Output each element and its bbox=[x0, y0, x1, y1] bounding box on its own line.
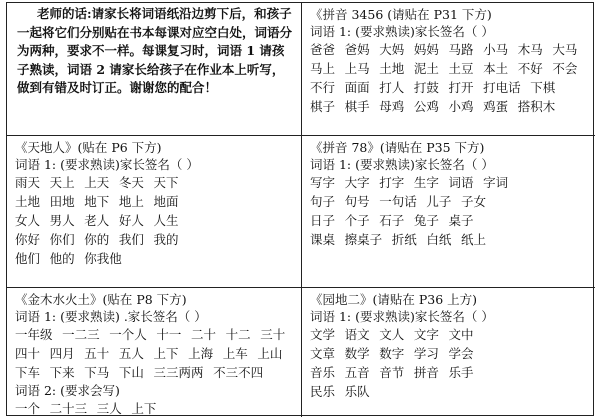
word-line bbox=[15, 249, 295, 268]
section-subtitle: 词语 2: (要求会写) bbox=[15, 383, 120, 398]
word-line bbox=[15, 363, 295, 382]
word: 数学 bbox=[344, 346, 370, 361]
word: 好人 bbox=[118, 213, 144, 228]
word: 数字 bbox=[379, 346, 405, 361]
word: 儿子 bbox=[426, 194, 452, 209]
word: 土地 bbox=[15, 194, 41, 209]
word: 桌子 bbox=[448, 213, 474, 228]
word: 五音 bbox=[344, 365, 370, 380]
word: 语文 bbox=[344, 327, 370, 342]
section-tiandiren bbox=[7, 135, 301, 287]
word: 不会 bbox=[552, 61, 578, 76]
word-line bbox=[15, 230, 295, 249]
word: 打开 bbox=[448, 80, 474, 95]
word: 打字 bbox=[379, 175, 405, 190]
word: 土豆 bbox=[448, 61, 474, 76]
word: 打电话 bbox=[483, 80, 521, 95]
word: 棋手 bbox=[344, 99, 370, 114]
teacher-note-text: 老师的话:请家长将词语纸沿边剪下后，和孩子一起将它们分别贴在书本每课对应空白处，词语分为两种，要求不一样。每课复习时，词语 1 请孩子熟读，词语 2 请家长给孩子在作业本上听写，做到有错及时订正。谢谢您的配合！ bbox=[17, 6, 293, 95]
word: 天下 bbox=[153, 175, 179, 190]
word: 一个 bbox=[15, 401, 41, 416]
word: 上下 bbox=[131, 401, 157, 416]
word: 下山 bbox=[118, 365, 144, 380]
word: 我的 bbox=[153, 232, 179, 247]
word: 五十 bbox=[84, 346, 110, 361]
word: 棋子 bbox=[310, 99, 336, 114]
word-line bbox=[310, 173, 589, 192]
word: 打人 bbox=[379, 80, 405, 95]
word: 二十 bbox=[191, 327, 217, 342]
word-line bbox=[310, 59, 589, 78]
word: 大妈 bbox=[379, 42, 405, 57]
section-title: 《拼音 78》(请贴在 P35 下方) bbox=[310, 140, 485, 155]
word: 上山 bbox=[257, 346, 283, 361]
word: 乐队 bbox=[344, 384, 370, 399]
word: 音乐 bbox=[310, 365, 336, 380]
section-yuandi2 bbox=[301, 287, 595, 417]
word: 下马 bbox=[84, 365, 110, 380]
word: 爸爸 bbox=[310, 42, 336, 57]
word: 鸡蛋 bbox=[483, 99, 509, 114]
word: 文中 bbox=[448, 327, 474, 342]
word: 爸妈 bbox=[344, 42, 370, 57]
section-title: 《天地人》(贴在 P6 下方) bbox=[15, 140, 162, 155]
word: 二十三 bbox=[49, 401, 88, 416]
word: 三三两两 bbox=[153, 365, 204, 380]
word: 大字 bbox=[344, 175, 370, 190]
word: 民乐 bbox=[310, 384, 336, 399]
word: 拼音 bbox=[413, 365, 439, 380]
word: 石子 bbox=[379, 213, 405, 228]
word: 句号 bbox=[344, 194, 370, 209]
word-line bbox=[310, 344, 589, 363]
word: 妈妈 bbox=[413, 42, 439, 57]
word: 上下 bbox=[153, 346, 179, 361]
word: 日子 bbox=[310, 213, 336, 228]
word: 一个人 bbox=[109, 327, 147, 342]
word: 乐手 bbox=[448, 365, 474, 380]
word: 女人 bbox=[15, 213, 41, 228]
word: 字词 bbox=[483, 175, 509, 190]
section-pinyin3456 bbox=[301, 3, 595, 135]
word: 公鸡 bbox=[413, 99, 439, 114]
word: 你们 bbox=[49, 232, 75, 247]
word: 上马 bbox=[344, 61, 370, 76]
section-subtitle: 词语 1: (要求熟读) .家长签名（ ） bbox=[15, 309, 207, 324]
section-pinyin78 bbox=[301, 135, 595, 287]
word: 文字 bbox=[413, 327, 439, 342]
word: 田地 bbox=[49, 194, 75, 209]
word: 三十 bbox=[260, 327, 286, 342]
word: 你的 bbox=[84, 232, 110, 247]
word: 纸上 bbox=[461, 232, 487, 247]
word: 音节 bbox=[379, 365, 405, 380]
word: 打鼓 bbox=[413, 80, 439, 95]
word: 他们 bbox=[15, 251, 41, 266]
word: 一年级 bbox=[15, 327, 53, 342]
word-line bbox=[310, 230, 589, 249]
word: 文人 bbox=[379, 327, 405, 342]
word: 本土 bbox=[483, 61, 509, 76]
word-line bbox=[310, 382, 589, 401]
word: 地上 bbox=[118, 194, 144, 209]
section-jinmushuihuotu bbox=[7, 287, 301, 417]
section-subtitle: 词语 1: (要求熟读)家长签名（ ） bbox=[310, 24, 494, 39]
word: 雨天 bbox=[15, 175, 41, 190]
word: 马上 bbox=[310, 61, 336, 76]
word-line bbox=[310, 363, 589, 382]
word: 地下 bbox=[84, 194, 110, 209]
word: 你我他 bbox=[84, 251, 122, 266]
word-line bbox=[310, 211, 589, 230]
section-subtitle: 词语 1: (要求熟读)家长签名（ ） bbox=[310, 309, 494, 324]
word: 兔子 bbox=[413, 213, 439, 228]
word: 下来 bbox=[49, 365, 75, 380]
word: 课桌 bbox=[310, 232, 336, 247]
word: 土地 bbox=[379, 61, 405, 76]
word: 下车 bbox=[15, 365, 41, 380]
word: 大马 bbox=[552, 42, 578, 57]
word: 学习 bbox=[413, 346, 439, 361]
word: 你好 bbox=[15, 232, 41, 247]
word: 擦桌子 bbox=[344, 232, 383, 247]
teacher-note bbox=[7, 3, 301, 135]
word: 四十 bbox=[15, 346, 41, 361]
word: 生字 bbox=[413, 175, 439, 190]
word: 文学 bbox=[310, 327, 336, 342]
word-line bbox=[15, 192, 295, 211]
word: 人生 bbox=[153, 213, 179, 228]
word-line bbox=[15, 173, 295, 192]
word: 我们 bbox=[118, 232, 144, 247]
word: 小马 bbox=[483, 42, 509, 57]
word: 不行 bbox=[310, 80, 336, 95]
word: 词语 bbox=[448, 175, 474, 190]
word: 子女 bbox=[461, 194, 487, 209]
word: 不好 bbox=[517, 61, 543, 76]
word-line bbox=[15, 211, 295, 230]
word: 马路 bbox=[448, 42, 474, 57]
word: 一二三 bbox=[62, 327, 100, 342]
word: 上车 bbox=[222, 346, 248, 361]
word: 下棋 bbox=[530, 80, 556, 95]
word-line bbox=[15, 399, 295, 417]
section-title: 《园地二》(请贴在 P36 上方) bbox=[310, 292, 478, 307]
section-title: 《金木水火土》(贴在 P8 下方) bbox=[15, 292, 187, 307]
word: 面面 bbox=[344, 80, 370, 95]
word-line bbox=[15, 325, 295, 344]
word: 冬天 bbox=[118, 175, 144, 190]
word: 老人 bbox=[84, 213, 110, 228]
section-title: 《拼音 3456 (请贴在 P31 下方) bbox=[310, 7, 492, 22]
word: 十二 bbox=[225, 327, 251, 342]
word: 折纸 bbox=[391, 232, 417, 247]
word: 一句话 bbox=[379, 194, 417, 209]
word: 写字 bbox=[310, 175, 336, 190]
word: 白纸 bbox=[426, 232, 452, 247]
word: 学会 bbox=[448, 346, 474, 361]
word: 母鸡 bbox=[379, 99, 405, 114]
worksheet-table bbox=[6, 2, 594, 416]
word: 地面 bbox=[153, 194, 179, 209]
word: 个子 bbox=[344, 213, 370, 228]
word-line bbox=[310, 325, 589, 344]
word: 五人 bbox=[118, 346, 144, 361]
word: 天上 bbox=[49, 175, 75, 190]
word: 四月 bbox=[49, 346, 75, 361]
word: 上天 bbox=[84, 175, 110, 190]
word: 不三不四 bbox=[213, 365, 264, 380]
word: 文章 bbox=[310, 346, 336, 361]
word-line bbox=[15, 344, 295, 363]
word-line bbox=[310, 40, 589, 59]
word-line bbox=[310, 97, 589, 116]
word: 十一 bbox=[156, 327, 182, 342]
section-subtitle: 词语 1: (要求熟读)家长签名（ ） bbox=[310, 157, 494, 172]
word-line bbox=[310, 192, 589, 211]
word: 搭积木 bbox=[517, 99, 556, 114]
word: 泥土 bbox=[413, 61, 439, 76]
section-subtitle: 词语 1: (要求熟读)家长签名（ ） bbox=[15, 157, 199, 172]
word: 三人 bbox=[96, 401, 122, 416]
word-line bbox=[310, 78, 589, 97]
word: 男人 bbox=[49, 213, 75, 228]
word: 他的 bbox=[49, 251, 75, 266]
word: 句子 bbox=[310, 194, 336, 209]
word: 上海 bbox=[188, 346, 214, 361]
word: 木马 bbox=[517, 42, 543, 57]
word: 小鸡 bbox=[448, 99, 474, 114]
